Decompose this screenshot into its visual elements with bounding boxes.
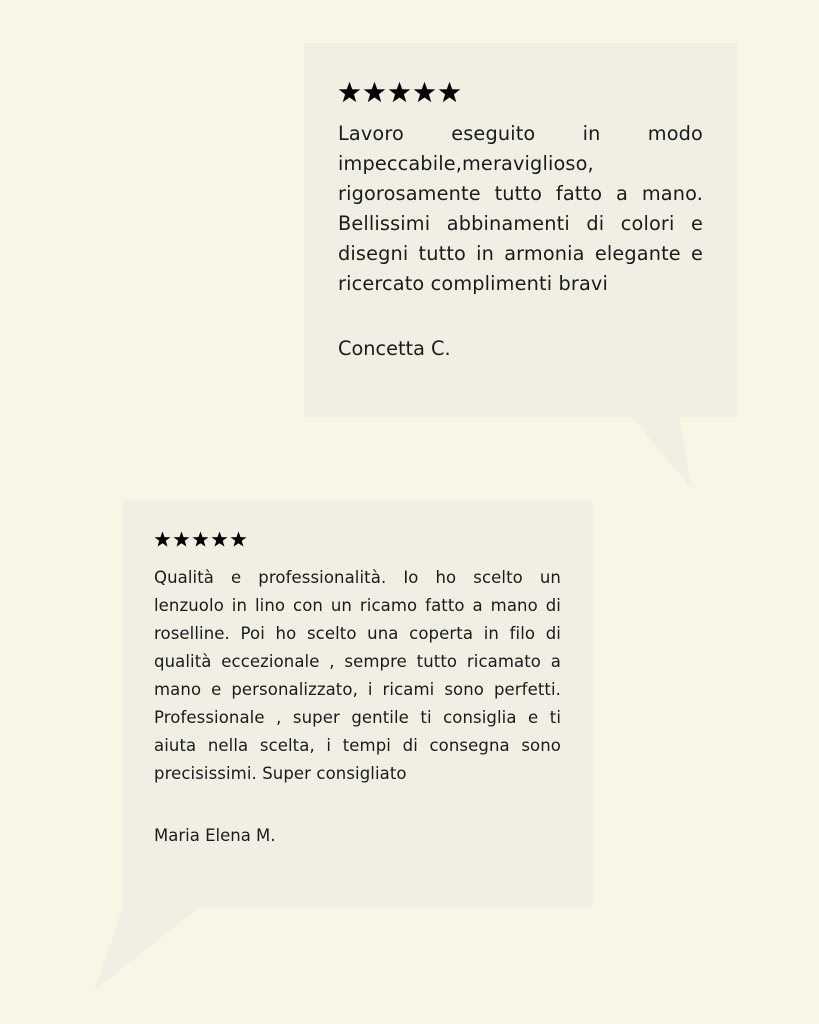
rating-stars bbox=[338, 81, 703, 104]
star-icon bbox=[154, 531, 171, 548]
rating-stars bbox=[154, 531, 561, 548]
review-author: Concetta C. bbox=[338, 337, 451, 360]
review-card-2 bbox=[122, 501, 593, 907]
speech-bubble-tail bbox=[630, 415, 692, 489]
star-icon bbox=[230, 531, 247, 548]
star-icon bbox=[211, 531, 228, 548]
star-icon bbox=[413, 81, 436, 104]
review-author: Maria Elena M. bbox=[154, 826, 276, 845]
review-card-1 bbox=[304, 43, 737, 417]
star-icon bbox=[363, 81, 386, 104]
speech-bubble-tail bbox=[94, 905, 202, 991]
star-icon bbox=[388, 81, 411, 104]
star-icon bbox=[192, 531, 209, 548]
star-icon bbox=[338, 81, 361, 104]
review-text: Lavoro eseguito in modo impeccabile,meraviglioso, rigorosamente tutto fatto a mano. Bellissimi abbinamenti di colori e disegni tutto in armonia elegante e ricercato complimenti bravi bbox=[338, 122, 703, 295]
review-text: Qualità e professionalità. Io ho scelto un lenzuolo in lino con un ricamo fatto a mano di roselline. Poi ho scelto una coperta in filo di qualità eccezionale , sempre tutto ricamato a mano e personalizzato, i ricami sono perfetti. Professionale , super gentile ti consiglia e ti aiuta nella scelta, i tempi di consegna sono precisissimi. Super consigliato bbox=[154, 568, 561, 783]
star-icon bbox=[173, 531, 190, 548]
star-icon bbox=[438, 81, 461, 104]
